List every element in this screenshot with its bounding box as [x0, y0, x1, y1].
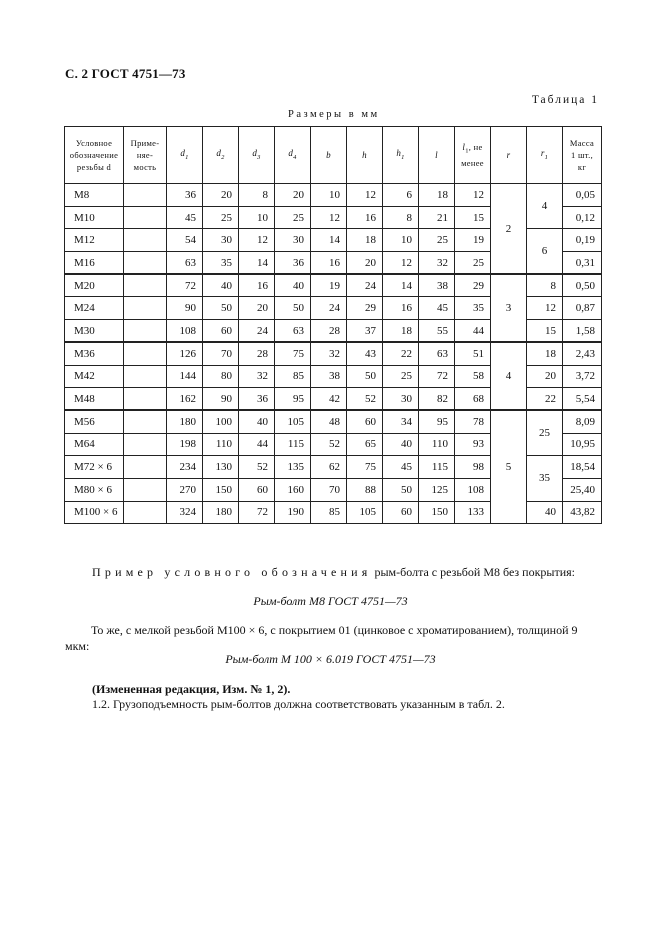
example-intro-rest: рым-болта с резьбой М8 без покрытия: [371, 565, 575, 579]
cell-l1: 15 [455, 206, 491, 229]
cell-mass: 0,31 [563, 252, 602, 275]
cell-d3: 44 [239, 433, 275, 456]
cell-h: 60 [347, 410, 383, 433]
cell-h: 24 [347, 274, 383, 297]
cell-r1: 22 [527, 388, 563, 411]
cell-mass: 5,54 [563, 388, 602, 411]
cell-l1: 12 [455, 184, 491, 207]
col-r1 [527, 127, 563, 184]
cell-designation: М72 × 6 [65, 456, 124, 479]
cell-l1: 108 [455, 478, 491, 501]
cell-b: 48 [311, 410, 347, 433]
cell-h1: 6 [383, 184, 419, 207]
table-row [65, 274, 602, 297]
cell-d3: 20 [239, 297, 275, 320]
same-text-paragraph: То же, с мелкой резьбой М100 × 6, с покрытием 01 (цинковое с хроматированием), толщиной 9 мкм: [65, 623, 578, 653]
cell-designation: М100 × 6 [65, 501, 124, 524]
cell-d1: 234 [167, 456, 203, 479]
cell-l: 63 [419, 342, 455, 365]
cell-d2: 80 [203, 365, 239, 388]
cell-l1: 25 [455, 252, 491, 275]
cell-d2: 30 [203, 229, 239, 252]
cell-h1: 18 [383, 320, 419, 343]
cell-h: 12 [347, 184, 383, 207]
cell-application [124, 388, 167, 411]
cell-h: 50 [347, 365, 383, 388]
col-d4-label: $d_4$ [288, 147, 297, 161]
col-l-label: l [435, 150, 438, 160]
cell-d2: 180 [203, 501, 239, 524]
col-r1-label: $r_1$ [540, 147, 549, 161]
cell-h1: 8 [383, 206, 419, 229]
cell-h: 43 [347, 342, 383, 365]
cell-h1: 16 [383, 297, 419, 320]
col-application [124, 127, 167, 184]
cell-d4: 63 [275, 320, 311, 343]
cell-d4: 95 [275, 388, 311, 411]
col-h1 [383, 127, 419, 184]
col-d2 [203, 127, 239, 184]
col-r [491, 127, 527, 184]
cell-d2: 130 [203, 456, 239, 479]
cell-l: 125 [419, 478, 455, 501]
cell-h1: 22 [383, 342, 419, 365]
cell-d4: 20 [275, 184, 311, 207]
cell-application [124, 456, 167, 479]
cell-d4: 115 [275, 433, 311, 456]
cell-l1: 35 [455, 297, 491, 320]
dimensions-table [64, 126, 602, 524]
cell-d2: 150 [203, 478, 239, 501]
col-mass-line: Масса [569, 138, 595, 148]
cell-b: 19 [311, 274, 347, 297]
example-designation-2: Рым-болт М 100 × 6.019 ГОСТ 4751—73 [225, 652, 436, 666]
cell-application [124, 342, 167, 365]
col-h1-label: $h_1$ [396, 147, 405, 161]
cell-d4: 135 [275, 456, 311, 479]
cell-h1: 14 [383, 274, 419, 297]
cell-r-group: 4 [491, 342, 527, 410]
cell-d3: 28 [239, 342, 275, 365]
cell-d4: 25 [275, 206, 311, 229]
example-intro [92, 564, 575, 580]
col-d1-label: $d_1$ [180, 147, 189, 161]
col-d2-label: $d_2$ [216, 147, 225, 161]
cell-d1: 63 [167, 252, 203, 275]
cell-designation: М64 [65, 433, 124, 456]
cell-d3: 16 [239, 274, 275, 297]
cell-d2: 40 [203, 274, 239, 297]
cell-b: 24 [311, 297, 347, 320]
cell-h: 65 [347, 433, 383, 456]
cell-l: 25 [419, 229, 455, 252]
cell-l: 32 [419, 252, 455, 275]
cell-d1: 324 [167, 501, 203, 524]
cell-h: 75 [347, 456, 383, 479]
cell-d3: 40 [239, 410, 275, 433]
cell-d2: 60 [203, 320, 239, 343]
cell-application [124, 229, 167, 252]
cell-application [124, 184, 167, 207]
cell-mass: 0,05 [563, 184, 602, 207]
cell-r-group: 3 [491, 274, 527, 342]
col-designation-line: обозначение [69, 150, 119, 160]
cell-d1: 54 [167, 229, 203, 252]
cell-l1: 93 [455, 433, 491, 456]
table-header-row [65, 127, 602, 184]
cell-d1: 198 [167, 433, 203, 456]
cell-h1: 50 [383, 478, 419, 501]
cell-h1: 12 [383, 252, 419, 275]
cell-l: 72 [419, 365, 455, 388]
cell-d1: 108 [167, 320, 203, 343]
cell-mass: 0,12 [563, 206, 602, 229]
cell-d1: 36 [167, 184, 203, 207]
cell-h: 52 [347, 388, 383, 411]
cell-d2: 110 [203, 433, 239, 456]
cell-h: 18 [347, 229, 383, 252]
cell-d1: 126 [167, 342, 203, 365]
cell-b: 10 [311, 184, 347, 207]
cell-b: 62 [311, 456, 347, 479]
cell-b: 32 [311, 342, 347, 365]
cell-r1: 40 [527, 501, 563, 524]
cell-h: 29 [347, 297, 383, 320]
cell-designation: М56 [65, 410, 124, 433]
cell-h1: 10 [383, 229, 419, 252]
table-row [65, 410, 602, 433]
col-d4 [275, 127, 311, 184]
cell-d3: 10 [239, 206, 275, 229]
example-intro-spaced: Пример условного обозначения [92, 565, 372, 579]
cell-l1: 51 [455, 342, 491, 365]
cell-h1: 40 [383, 433, 419, 456]
cell-b: 38 [311, 365, 347, 388]
cell-mass: 3,72 [563, 365, 602, 388]
col-h [347, 127, 383, 184]
cell-d1: 180 [167, 410, 203, 433]
cell-mass: 1,58 [563, 320, 602, 343]
cell-b: 14 [311, 229, 347, 252]
table-label: Таблица 1 [531, 94, 599, 106]
cell-application [124, 274, 167, 297]
cell-mass: 2,43 [563, 342, 602, 365]
dimensions-caption: Размеры в мм [288, 109, 380, 120]
cell-l: 55 [419, 320, 455, 343]
col-l1 [455, 127, 491, 184]
cell-r1-group: 4 [527, 184, 563, 229]
col-designation [65, 127, 124, 184]
cell-application [124, 297, 167, 320]
cell-l: 18 [419, 184, 455, 207]
cell-l: 82 [419, 388, 455, 411]
cell-d1: 72 [167, 274, 203, 297]
cell-designation: М30 [65, 320, 124, 343]
cell-application [124, 433, 167, 456]
cell-b: 52 [311, 433, 347, 456]
cell-designation: М80 × 6 [65, 478, 124, 501]
cell-designation: М48 [65, 388, 124, 411]
cell-mass: 25,40 [563, 478, 602, 501]
cell-designation: М36 [65, 342, 124, 365]
cell-application [124, 365, 167, 388]
cell-mass: 0,19 [563, 229, 602, 252]
cell-mass: 8,09 [563, 410, 602, 433]
col-mass-line: 1 шт., [570, 150, 594, 160]
col-application-line: няе- [136, 150, 154, 160]
page-header: С. 2 ГОСТ 4751—73 [65, 66, 186, 81]
col-mass-line: кг [577, 162, 587, 172]
col-d3 [239, 127, 275, 184]
cell-d3: 14 [239, 252, 275, 275]
cell-d1: 162 [167, 388, 203, 411]
cell-l: 110 [419, 433, 455, 456]
cell-r-group: 5 [491, 410, 527, 523]
col-l [419, 127, 455, 184]
cell-l1: 133 [455, 501, 491, 524]
cell-d3: 52 [239, 456, 275, 479]
cell-d2: 50 [203, 297, 239, 320]
cell-b: 28 [311, 320, 347, 343]
cell-r1-group: 6 [527, 229, 563, 274]
cell-b: 70 [311, 478, 347, 501]
cell-h1: 60 [383, 501, 419, 524]
cell-d3: 24 [239, 320, 275, 343]
cell-l1: 68 [455, 388, 491, 411]
cell-h: 20 [347, 252, 383, 275]
cell-d2: 90 [203, 388, 239, 411]
col-application-line: мость [133, 162, 157, 172]
cell-application [124, 320, 167, 343]
cell-d4: 40 [275, 274, 311, 297]
cell-r1: 8 [527, 274, 563, 297]
cell-l1: 44 [455, 320, 491, 343]
cell-d4: 190 [275, 501, 311, 524]
cell-application [124, 501, 167, 524]
cell-designation: М10 [65, 206, 124, 229]
cell-mass: 0,87 [563, 297, 602, 320]
cell-application [124, 410, 167, 433]
col-d3-label: $d_3$ [252, 147, 261, 161]
cell-r1: 12 [527, 297, 563, 320]
cell-d4: 85 [275, 365, 311, 388]
cell-designation: М16 [65, 252, 124, 275]
col-l1-line: $l_1$, не [462, 141, 483, 155]
example-designation-1: Рым-болт М8 ГОСТ 4751—73 [253, 594, 408, 608]
cell-d3: 36 [239, 388, 275, 411]
cell-d2: 35 [203, 252, 239, 275]
cell-d4: 50 [275, 297, 311, 320]
cell-h1: 34 [383, 410, 419, 433]
cell-l: 115 [419, 456, 455, 479]
cell-d4: 160 [275, 478, 311, 501]
cell-l1: 58 [455, 365, 491, 388]
cell-d2: 20 [203, 184, 239, 207]
cell-b: 42 [311, 388, 347, 411]
cell-h1: 45 [383, 456, 419, 479]
cell-r-group: 2 [491, 184, 527, 275]
clause-1-2: 1.2. Грузоподъемность рым-болтов должна соответствовать указанным в табл. 2. [92, 697, 505, 711]
cell-d1: 45 [167, 206, 203, 229]
cell-mass: 43,82 [563, 501, 602, 524]
cell-mass: 10,95 [563, 433, 602, 456]
table-row [65, 184, 602, 207]
cell-d2: 100 [203, 410, 239, 433]
cell-d3: 72 [239, 501, 275, 524]
cell-designation: М8 [65, 184, 124, 207]
col-h-label: h [362, 150, 367, 160]
cell-mass: 18,54 [563, 456, 602, 479]
col-r-label: r [506, 150, 511, 160]
cell-d1: 90 [167, 297, 203, 320]
cell-l: 21 [419, 206, 455, 229]
col-b-label: b [326, 150, 331, 160]
cell-d2: 70 [203, 342, 239, 365]
col-application-line: Приме- [130, 138, 160, 148]
cell-l1: 98 [455, 456, 491, 479]
cell-d2: 25 [203, 206, 239, 229]
cell-d1: 270 [167, 478, 203, 501]
cell-r1: 18 [527, 342, 563, 365]
col-mass [563, 127, 602, 184]
cell-application [124, 478, 167, 501]
cell-designation: М20 [65, 274, 124, 297]
cell-d1: 144 [167, 365, 203, 388]
cell-l: 95 [419, 410, 455, 433]
cell-h: 88 [347, 478, 383, 501]
cell-r1-group: 35 [527, 456, 563, 501]
table-row [65, 342, 602, 365]
cell-l: 150 [419, 501, 455, 524]
cell-d3: 8 [239, 184, 275, 207]
revision-note: (Измененная редакция, Изм. № 1, 2). [92, 682, 291, 696]
cell-l1: 19 [455, 229, 491, 252]
cell-l1: 78 [455, 410, 491, 433]
cell-l1: 29 [455, 274, 491, 297]
cell-l: 38 [419, 274, 455, 297]
cell-application [124, 252, 167, 275]
cell-d3: 60 [239, 478, 275, 501]
cell-h: 37 [347, 320, 383, 343]
col-l1-line: менее [461, 158, 484, 169]
cell-d4: 105 [275, 410, 311, 433]
cell-d3: 12 [239, 229, 275, 252]
cell-l: 45 [419, 297, 455, 320]
cell-r1: 15 [527, 320, 563, 343]
cell-d3: 32 [239, 365, 275, 388]
cell-d4: 36 [275, 252, 311, 275]
cell-b: 85 [311, 501, 347, 524]
cell-designation: М12 [65, 229, 124, 252]
cell-designation: М42 [65, 365, 124, 388]
col-designation-line: Условное [75, 138, 113, 148]
cell-application [124, 206, 167, 229]
cell-d4: 75 [275, 342, 311, 365]
col-b [311, 127, 347, 184]
cell-b: 12 [311, 206, 347, 229]
cell-b: 16 [311, 252, 347, 275]
cell-h1: 30 [383, 388, 419, 411]
cell-h: 16 [347, 206, 383, 229]
cell-h: 105 [347, 501, 383, 524]
cell-r1: 20 [527, 365, 563, 388]
cell-r1-group: 25 [527, 410, 563, 455]
cell-h1: 25 [383, 365, 419, 388]
col-designation-line: резьбы d [76, 162, 112, 172]
col-d1 [167, 127, 203, 184]
cell-designation: М24 [65, 297, 124, 320]
cell-d4: 30 [275, 229, 311, 252]
cell-mass: 0,50 [563, 274, 602, 297]
